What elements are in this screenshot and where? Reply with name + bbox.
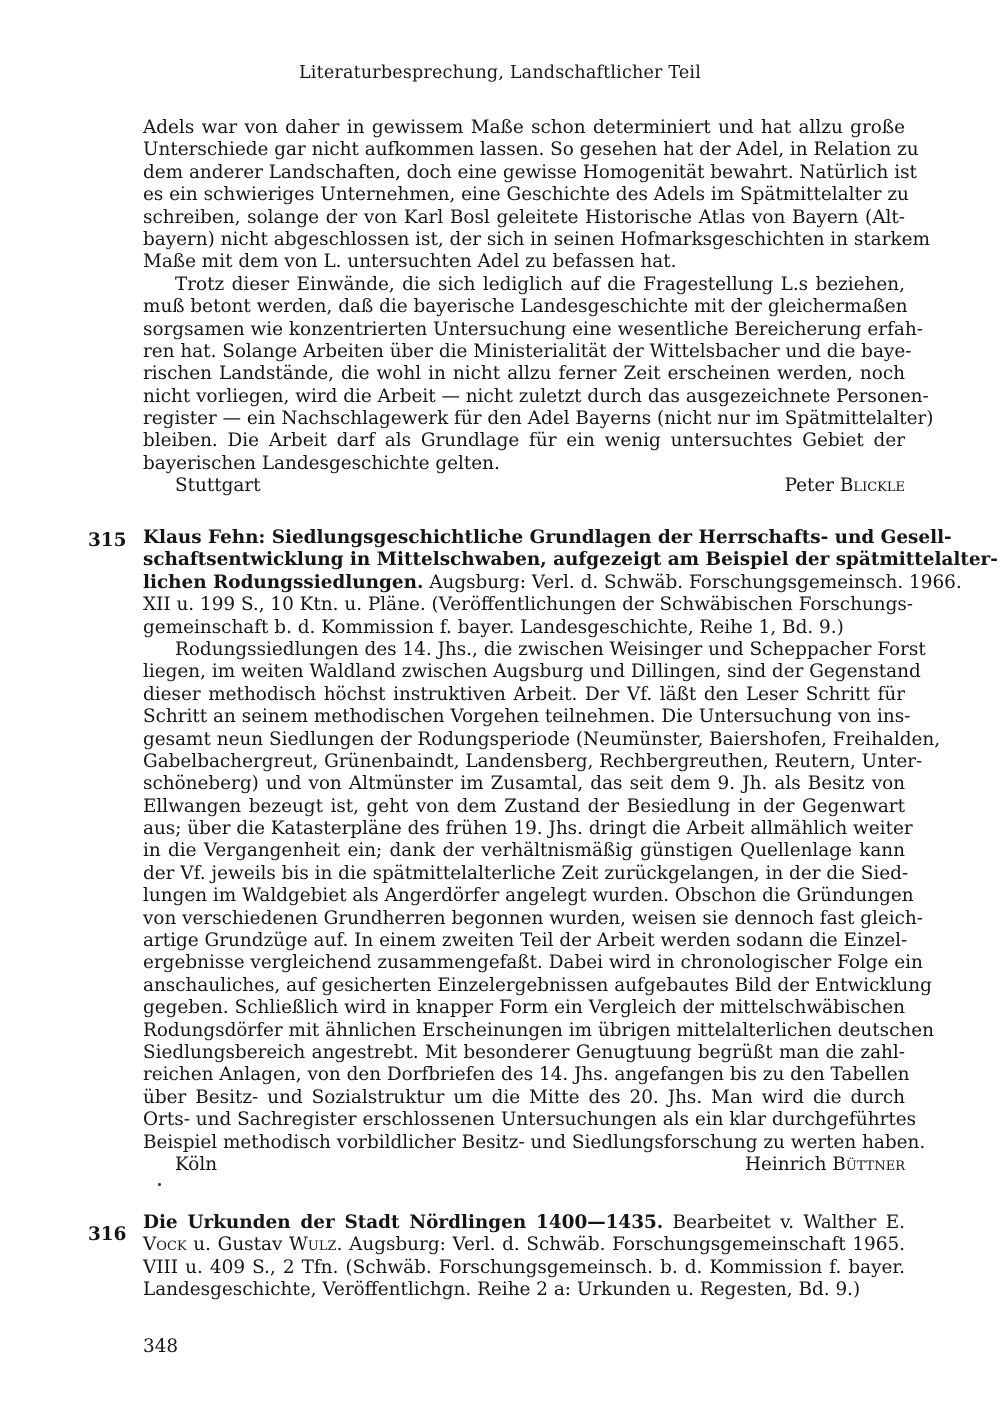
page-number: 348 <box>143 1336 179 1357</box>
signature-surname: Blickle <box>839 475 905 497</box>
signature-first-name: Heinrich <box>744 1153 827 1175</box>
review-signature <box>143 475 905 497</box>
text-line: Ellwangen bezeugt ist, geht von dem Zustand der Besiedlung in der Gegenwart <box>143 795 905 817</box>
text-line: der Vf. jeweils bis in die spätmittelalterliche Zeit zurückgelangen, in der die Sied- <box>143 862 909 884</box>
text-line: es ein schwieriges Unternehmen, eine Geschichte des Adels im Spätmittelalter zu <box>143 184 909 206</box>
text-line: lungen im Waldgebiet als Angerdörfer angelegt wurden. Obschon die Gründungen <box>143 885 914 907</box>
text-line: Trotz dieser Einwände, die sich lediglich auf die Fragestellung L.s beziehen, <box>175 273 905 295</box>
continuation-review <box>143 117 934 498</box>
entry-number: 316 <box>88 1224 127 1245</box>
text-line: Beispiel methodisch vorbildlicher Besitz- und Siedlungsforschung zu werten haben. <box>143 1131 926 1153</box>
review-entry-316 <box>143 1212 905 1302</box>
signature-surname: Büttner <box>832 1153 905 1175</box>
text-line: anschauliches, auf gesicherten Einzelergebnissen aufgebautes Bild der Entwicklung <box>143 974 932 996</box>
editor-surname: Vock <box>143 1234 187 1256</box>
text-line: nicht vorliegen, wird die Arbeit — nicht zuletzt durch das ausgezeichnete Personen- <box>143 385 929 407</box>
text-line: reichen Anlagen, von den Dorfbriefen des 14. Jhs. angefangen bis zu den Tabellen <box>143 1064 910 1086</box>
running-head: Literaturbesprechung, Landschaftlicher Teil <box>298 63 702 83</box>
text-line: artige Grundzüge auf. In einem zweiten Teil der Arbeit werden sodann die Einzel- <box>143 930 908 952</box>
entry-heading-line <box>143 1212 905 1234</box>
text-line: in die Vergangenheit ein; dank der verhältnismäßig günstigen Quellenlage kann <box>143 840 905 862</box>
text-line: über Besitz- und Sozialstruktur um die Mitte des 20. Jhs. Man wird die durch <box>143 1086 905 1108</box>
biblio-line <box>143 1234 905 1256</box>
text-line: dieser methodisch höchst instruktiven Arbeit. Der Vf. läßt den Leser Schritt für <box>143 683 905 705</box>
text-line: gegeben. Schließlich wird in knapper Form ein Vergleich der mittelschwäbischen <box>143 997 905 1019</box>
text-line: gesamt neun Siedlungen der Rodungsperiode (Neumünster, Baiershofen, Freihalden, <box>143 728 941 750</box>
biblio-line: gemeinschaft b. d. Kommission f. bayer. Landesgeschichte, Reihe 1, Bd. 9.) <box>143 616 844 638</box>
text-line: liegen, im weiten Waldland zwischen Augsburg und Dillingen, sind der Gegenstand <box>143 661 921 683</box>
signature-name <box>785 475 905 497</box>
entry-number: 315 <box>88 530 127 551</box>
text-line: Schritt an seinem methodischen Vorgehen teilnehmen. Die Untersuchung von ins- <box>143 706 911 728</box>
signature-place: Köln <box>175 1153 218 1175</box>
signature-name <box>745 1154 905 1176</box>
text-line: schöneberg) und von Altmünster im Zusamtal, das seit dem 9. Jh. als Besitz von <box>143 773 905 795</box>
text-line: Orts- und Sachregister erschlossenen Untersuchungen als ein klar durchgeführtes <box>143 1109 917 1131</box>
review-entry-315 <box>143 527 998 1176</box>
stray-dot <box>158 1183 161 1186</box>
heading-publication: Augsburg: Verl. d. Schwäb. Forschungsgemeinsch. 1966. <box>423 571 962 593</box>
text-line: bayern) nicht abgeschlossen ist, der sich in seinen Hofmarksgeschichten in starkem <box>143 228 930 250</box>
text-line: von verschiedenen Grundherren begonnen wurden, weisen sie dennoch fast gleich- <box>143 907 923 929</box>
text-line: bayerischen Landesgeschichte gelten. <box>143 452 500 474</box>
review-signature <box>143 1154 905 1176</box>
entry-heading-line: schaftsentwicklung in Mittelschwaben, aufgezeigt am Beispiel der spätmittelalter- <box>143 549 998 571</box>
entry-heading-line: Klaus Fehn: Siedlungsgeschichtliche Grundlagen der Herrschafts- und Gesell- <box>143 527 952 548</box>
entry-title: Die Urkunden der Stadt Nördlingen 1400—1435. <box>143 1212 664 1233</box>
text-line: muß betont werden, daß die bayerische Landesgeschichte mit der gleichermaßen <box>143 296 908 318</box>
text-line: register — ein Nachschlagewerk für den Adel Bayerns (nicht nur im Spätmittelalter) <box>143 408 934 430</box>
text-line: Rodungsdörfer mit ähnlichen Erscheinungen im übrigen mittelalterlichen deutschen <box>143 1019 934 1041</box>
heading-title-end: lichen Rodungssiedlungen. <box>143 571 424 593</box>
entry-heading-line <box>143 571 962 594</box>
text-line: schreiben, solange der von Karl Bosl geleitete Historische Atlas von Bayern (Alt- <box>143 206 905 228</box>
publication-info: . Augsburg: Verl. d. Schwäb. Forschungsgemeinschaft 1965. <box>336 1234 905 1256</box>
text-line: Gabelbachergreut, Grünenbaindt, Landensberg, Rechbergreuthen, Reutern, Unter- <box>143 750 923 772</box>
text-line: Maße mit dem von L. untersuchten Adel zu befassen hat. <box>143 251 677 273</box>
text-line: rischen Landstände, die wohl in nicht allzu ferner Zeit erscheinen werden, noch <box>143 363 905 385</box>
text-line: aus; über die Katasterpläne des frühen 19. Jhs. dringt die Arbeit allmählich weiter <box>143 818 913 840</box>
text-line: bleiben. Die Arbeit darf als Grundlage für ein wenig untersuchtes Gebiet der <box>143 430 905 452</box>
text-line: dem anderer Landschaften, doch eine gewisse Homogenität bewahrt. Natürlich ist <box>143 161 917 183</box>
biblio-line: Landesgeschichte, Veröffentlichgn. Reihe 2 a: Urkunden u. Regesten, Bd. 9.) <box>143 1279 861 1301</box>
text-line: sorgsamen wie konzentrierten Untersuchung eine wesentliche Bereicherung erfah- <box>143 318 923 340</box>
entry-editor: Bearbeitet v. Walther E. <box>663 1212 905 1233</box>
signature-first-name: Peter <box>784 475 835 497</box>
signature-place: Stuttgart <box>175 475 261 497</box>
text-line: Unterschiede gar nicht aufkommen lassen. So gesehen hat der Adel, in Relation zu <box>143 139 919 161</box>
biblio-line: VIII u. 409 S., 2 Tfn. (Schwäb. Forschungsgemeinsch. b. d. Kommission f. bayer. <box>143 1256 905 1278</box>
text-line: ergebnisse vergleichend zusammengefaßt. Dabei wird in chronologischer Folge ein <box>143 952 923 974</box>
text-line: Rodungssiedlungen des 14. Jhs., die zwischen Weisinger und Scheppacher Forst <box>175 638 926 660</box>
text-line: Siedlungsbereich angestrebt. Mit besonderer Genugtuung begrüßt man die zahl- <box>143 1041 905 1063</box>
text-line: Adels war von daher in gewissem Maße schon determiniert und hat allzu große <box>143 117 905 138</box>
editor-surname: Wulz <box>289 1234 337 1256</box>
editor-connector: u. Gustav <box>186 1234 290 1256</box>
biblio-line: XII u. 199 S., 10 Ktn. u. Pläne. (Veröffentlichungen der Schwäbischen Forschungs- <box>143 594 914 616</box>
text-line: ren hat. Solange Arbeiten über die Ministerialität der Wittelsbacher und die baye- <box>143 340 912 362</box>
